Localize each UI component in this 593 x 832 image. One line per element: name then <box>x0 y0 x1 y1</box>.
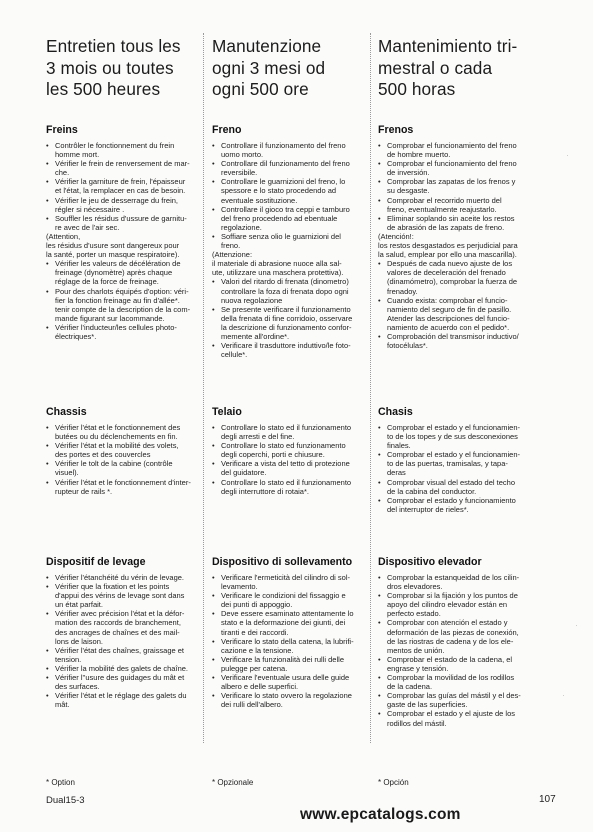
list-item: • Se presente verificare il funzionamento della frenata di fine corridoio, osservare la descrizione di funzionamento confor- memente all'ordine*. <box>212 305 372 341</box>
list-item: • Comprobar el estado y funcionamiento del interruptor de rieles*. <box>378 496 538 514</box>
section-chasis <box>378 406 538 514</box>
watermark-url: www.epcatalogs.com <box>300 806 461 823</box>
list-item: • Pour des charlots équipés d'option: véri- fier la fonction freinage au fin d'allée*. tenir compte de la description de la com- mande figurant sur lacommande. <box>46 287 206 323</box>
list-item: • Vérifier l'état des chaînes, graissage et tension. <box>46 646 206 664</box>
list-item: • Vérifier le tolt de la cabine (contrôle visuel). <box>46 459 206 477</box>
list-item: • Después de cada nuevo ajuste de los valores de deceleración del frenado (dinamómetro), comprobar la fuerza de frenadoy. <box>378 259 538 295</box>
section-dispositif-de-levage <box>46 556 206 709</box>
section-dispositivo-di-sollevamento <box>212 556 372 709</box>
list-item: • Comprobar el funcionamiento del freno de hombre muerto. <box>378 141 538 159</box>
list-item: • Verificare a vista del tetto di protezione del guidatore. <box>212 459 372 477</box>
list-item: • Vérifier avec précision l'état et la défor- mation des raccords de branchement, des ancrages de chaînes et des mail- lons de laison. <box>46 609 206 645</box>
list-item: • Comprobación del transmisor inductivo/ fotocélulas*. <box>378 332 538 350</box>
page-number: 107 <box>539 794 556 805</box>
column-title-italian: Manutenzione ogni 3 mesi od ogni 500 ore <box>212 36 326 99</box>
chassis-checklist-it <box>212 423 372 496</box>
list-item: • Souffler les résidus d'ussure de garnitu- re avec de l'air sec. <box>46 214 206 232</box>
section-heading-chassis: Chassis <box>46 406 87 418</box>
list-item: • Vérifier que la fixation et les points d'appui des vérins de levage sont dans un état parfait. <box>46 582 206 609</box>
list-item: • Vérifier l''usure des guidages du mât et des surfaces. <box>46 673 206 691</box>
footnote-option-it: * Opzionale <box>212 778 254 787</box>
list-item: • Verificare l'ermeticità del cilindro di sol- levamento. <box>212 573 372 591</box>
safety-note: (Attenzione: il materiale di abrasione nuoce alla sal- ute, utilizzare una maschera protettiva). <box>212 250 344 278</box>
safety-note: (Attention, les résidus d'usure sont dangereux pour la santé, porter un masque respiratoire). <box>46 231 180 260</box>
list-item: • Verificare l'eventuale usura delle guide albero e delle superfici. <box>212 673 372 691</box>
section-heading-chasis: Chasis <box>378 406 413 418</box>
section-heading-elevador: Dispositivo elevador <box>378 556 482 568</box>
list-item: • Comprobar la movilidad de los rodillos de la cadena. <box>378 673 538 691</box>
list-item: • Vérifier l'état et le fonctionnement des butées ou du déclenchements en fin. <box>46 423 206 441</box>
list-item: • Deve essere esaminato attentamente lo stato e la deformazione dei giunti, dei tiranti e dei raccordi. <box>212 609 372 636</box>
lifting-checklist-es <box>378 573 538 728</box>
section-heading-sollevamento: Dispositivo di sollevamento <box>212 556 353 568</box>
list-item: • Vérifier l'inducteur/les cellules photo- électriques*. <box>46 323 206 341</box>
footnote-option-es: * Opción <box>378 778 409 787</box>
scan-speck: · <box>562 690 565 700</box>
safety-note: (Atención!: los restos desgastados es perjudicial para la salud, emplear por ello una mascarilla). <box>378 231 518 260</box>
brake-checklist-fr <box>46 141 206 341</box>
list-item: • Verificare lo stato della catena, la lubrifi- cazione e la tensione. <box>212 637 372 655</box>
section-heading-levage: Dispositif de levage <box>46 556 146 568</box>
list-item: • Comprobar la estanqueidad de los cilin- dros elevadores. <box>378 573 538 591</box>
scan-speck: · <box>575 620 578 630</box>
model-label: Dual15-3 <box>46 795 85 806</box>
list-item: • Vérifier le frein de renversement de mar- che. <box>46 159 206 177</box>
footnote-option-fr: * Option <box>46 778 75 787</box>
section-telaio <box>212 406 372 496</box>
list-item: • Vérifier l'état et le fonctionnement d'inter- rupteur de rails *. <box>46 478 206 496</box>
section-dispositivo-elevador <box>378 556 538 728</box>
list-item: • Eliminar soplando sin aceite los restos de abrasión de las zapats de freno. <box>378 214 538 232</box>
list-item: • Comprobar el estado y el funcionamien- to de las puertas, tramisalas, y tapa- deras <box>378 450 538 477</box>
list-item: • Controllare le guarnizioni del freno, lo spessore e lo stato procedendo ad eventuale sostituzione. <box>212 177 372 204</box>
list-item: • Comprobar si la fijación y los puntos de apoyo del cilindro elevador están en perfecto estado. <box>378 591 538 618</box>
chassis-checklist-es <box>378 423 538 514</box>
brake-checklist-it <box>212 141 372 359</box>
section-heading-freins: Freins <box>46 124 78 136</box>
list-item: • Comprobar el recorrido muerto del freno, eventualmente reajustarlo. <box>378 196 538 214</box>
list-item: • Controllare il gioco tra ceppi e tamburo del freno procedendo ad ebentuale regolazione. <box>212 205 372 232</box>
scan-speck: · <box>566 150 569 160</box>
list-item: • Comprobar visual del estado del techo de la cabina del conductor. <box>378 478 538 496</box>
list-item: • Vérifier la garniture de frein, l'épaisseur et l'état, la remplacer en cas de besoin. <box>46 177 206 195</box>
list-item: • Soffiare senza olio le guarnizioni del freno. <box>212 232 372 250</box>
list-item: • Contrôler le fonctionnement du frein homme mort. <box>46 141 206 159</box>
list-item: • Vérifier le jeu de desserrage du frein, régler si nécessaire . <box>46 196 206 214</box>
lifting-checklist-fr <box>46 573 206 709</box>
list-item: • Comprobar el estado de la cadena, el engrase y tensión. <box>378 655 538 673</box>
list-item: • Verificare lo stato ovvero la regolazione dei rulli dell'albero. <box>212 691 372 709</box>
list-item: • Comprobar el estado y el ajuste de los rodillos del mástil. <box>378 709 538 727</box>
section-heading-freno: Freno <box>212 124 242 136</box>
list-item: • Controllare lo stato ed funzionamento degli coperchi, porti e chiusure. <box>212 441 372 459</box>
list-item: • Controllare il funzionamento del freno uomo morto. <box>212 141 372 159</box>
list-item: • Comprobar las zapatas de los frenos y su desgaste. <box>378 177 538 195</box>
list-item: • Vérifier l'étanchéité du vérin de levage. <box>46 573 206 582</box>
list-item: • Vérifier les valeurs de décélération de freinage (dynomètre) après chaque réglage de la force de freinage. <box>46 259 206 286</box>
list-item: • Comprobar con atención el estado y deformación de las piezas de conexión, de las riostras de cadena y de los ele- mentos de unión. <box>378 618 538 654</box>
list-item: • Vérifier la mobilité des galets de chaîne. <box>46 664 206 673</box>
list-item: • Comprobar las guías del mástil y el des- gaste de las superficies. <box>378 691 538 709</box>
list-item: • Comprobar el funcionamiento del freno de inversión. <box>378 159 538 177</box>
section-frenos <box>378 124 538 350</box>
brake-checklist-es <box>378 141 538 350</box>
section-heading-telaio: Telaio <box>212 406 242 418</box>
column-title-spanish: Mantenimiento tri- mestral o cada 500 horas <box>378 36 518 99</box>
chassis-checklist-fr <box>46 423 206 496</box>
list-item: • Controllare lo stato ed il funzionamento degli interruttore di rotaia*. <box>212 478 372 496</box>
list-item: • Vérifier l'état et le réglage des galets du mât. <box>46 691 206 709</box>
list-item: • Vérifier l'état et la mobilité des volets, des portes et des couvercles <box>46 441 206 459</box>
column-title-french: Entretien tous les 3 mois ou toutes les 500 heures <box>46 36 181 99</box>
list-item: • Controllare lo stato ed il funzionamento degli arresti e del fine. <box>212 423 372 441</box>
list-item: • Verificare il trasduttore induttivo/le foto- cellule*. <box>212 341 372 359</box>
list-item: • Verificare la funzionalità dei rulli delle pulegge per catena. <box>212 655 372 673</box>
list-item: • Cuando exista: comprobar el funcio- namiento del seguro de fin de pasillo. Atender las descripciones del funcio- namiento de acuerdo con el pedido*. <box>378 296 538 332</box>
section-heading-frenos: Frenos <box>378 124 414 136</box>
list-item: • Verificare le condizioni del fissaggio e dei punti di appoggio. <box>212 591 372 609</box>
section-chassis <box>46 406 206 496</box>
list-item: • Controllare dil funzionamento del freno reversibile. <box>212 159 372 177</box>
section-freno <box>212 124 372 359</box>
list-item: • Comprobar el estado y el funcionamien- to de los topes y de sus desconexiones finales. <box>378 423 538 450</box>
list-item: • Valori del ritardo di frenata (dinometro) controllare la foza di frenata dopo ogni nuova regolazione <box>212 277 372 304</box>
section-freins <box>46 124 206 341</box>
lifting-checklist-it <box>212 573 372 709</box>
